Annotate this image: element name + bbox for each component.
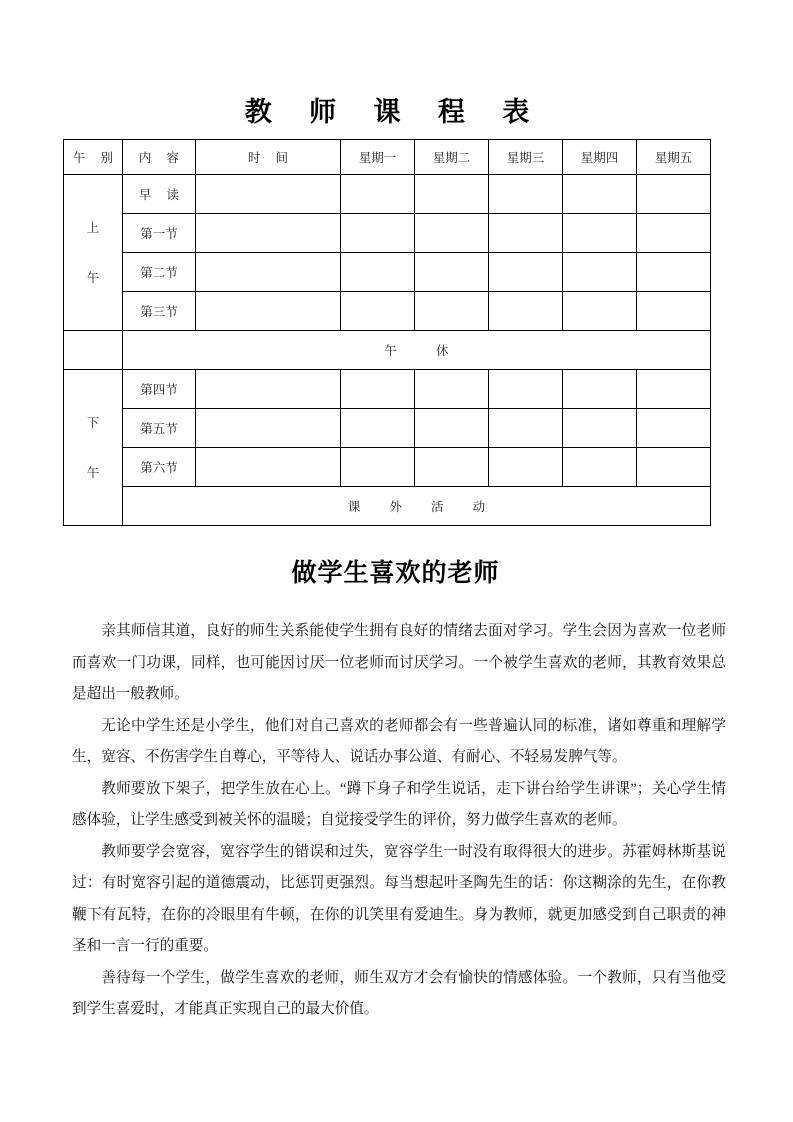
teacher-schedule-table xyxy=(63,139,711,526)
schedule-title: 教 师 课 程 表 xyxy=(244,97,544,128)
cell-day[interactable] xyxy=(563,448,637,487)
cell-day[interactable] xyxy=(637,175,711,214)
article-paragraph: 亲其师信其道，良好的师生关系能使学生拥有良好的情绪去面对学习。学生会因为喜欢一位老师而喜欢一门功课，同样，也可能因讨厌一位老师而讨厌学习。一个被学生喜欢的老师，其教育效果总是超出一般教师。 xyxy=(72,623,726,702)
article-body xyxy=(72,616,726,1026)
article-title: 做学生喜欢的老师 xyxy=(291,558,500,587)
article-paragraph: 善待每一个学生，做学生喜欢的老师，师生双方才会有愉快的情感体验。一个教师，只有当他受到学生喜爱时，才能真正实现自己的最大价值。 xyxy=(72,969,726,1017)
header-period-group: 午 别 xyxy=(64,140,123,175)
slot-label-period-1: 第一节 xyxy=(123,214,196,253)
group-label-afternoon-line2: 午 xyxy=(86,465,100,480)
cell-day[interactable] xyxy=(415,253,489,292)
cell-day[interactable] xyxy=(563,253,637,292)
cell-day[interactable] xyxy=(489,175,563,214)
cell-day[interactable] xyxy=(637,292,711,331)
cell-day[interactable] xyxy=(637,253,711,292)
cell-day[interactable] xyxy=(563,175,637,214)
table-row xyxy=(64,214,711,253)
header-content: 内 容 xyxy=(123,140,196,175)
cell-day[interactable] xyxy=(563,370,637,409)
table-row-lunch-break xyxy=(64,331,711,370)
cell-day[interactable] xyxy=(415,292,489,331)
table-row xyxy=(64,253,711,292)
slot-label-period-6: 第六节 xyxy=(123,448,196,487)
table-row xyxy=(64,409,711,448)
group-label-blank xyxy=(64,331,123,370)
cell-time[interactable] xyxy=(196,448,341,487)
cell-day[interactable] xyxy=(489,370,563,409)
table-row xyxy=(64,370,711,409)
group-label-morning-line2: 午 xyxy=(86,270,100,285)
table-row xyxy=(64,448,711,487)
cell-day[interactable] xyxy=(489,292,563,331)
cell-time[interactable] xyxy=(196,370,341,409)
cell-time[interactable] xyxy=(196,292,341,331)
cell-time[interactable] xyxy=(196,409,341,448)
group-label-morning-line1: 上 xyxy=(86,220,100,235)
cell-day[interactable] xyxy=(341,292,415,331)
table-row-extracurricular xyxy=(64,487,711,526)
cell-time[interactable] xyxy=(196,175,341,214)
article-paragraph: 教师要学会宽容，宽容学生的错误和过失，宽容学生一时没有取得很大的进步。苏霍姆林斯基说过：有时宽容引起的道德震动，比惩罚更强烈。每当想起叶圣陶先生的话：你这糊涂的先生，在你教鞭下有瓦特，在你的冷眼里有牛顿，在你的讥笑里有爱迪生。身为教师，就更加感受到自己职责的神圣和一言一行的重要。 xyxy=(72,843,726,954)
cell-day[interactable] xyxy=(415,448,489,487)
group-label-morning xyxy=(64,175,123,331)
cell-day[interactable] xyxy=(341,175,415,214)
cell-day[interactable] xyxy=(341,448,415,487)
slot-label-period-5: 第五节 xyxy=(123,409,196,448)
cell-day[interactable] xyxy=(415,175,489,214)
cell-day[interactable] xyxy=(637,409,711,448)
slot-label-morning-reading: 早 读 xyxy=(123,175,196,214)
table-row xyxy=(64,175,711,214)
table-header-row xyxy=(64,140,711,175)
cell-day[interactable] xyxy=(637,370,711,409)
extracurricular-label: 课 外 活 动 xyxy=(123,487,711,526)
slot-label-period-4: 第四节 xyxy=(123,370,196,409)
cell-day[interactable] xyxy=(489,214,563,253)
cell-day[interactable] xyxy=(489,448,563,487)
cell-day[interactable] xyxy=(415,214,489,253)
cell-day[interactable] xyxy=(489,409,563,448)
header-day-monday: 星期一 xyxy=(341,140,415,175)
cell-day[interactable] xyxy=(563,292,637,331)
cell-time[interactable] xyxy=(196,253,341,292)
header-day-friday: 星期五 xyxy=(637,140,711,175)
table-row xyxy=(64,292,711,331)
slot-label-period-2: 第二节 xyxy=(123,253,196,292)
cell-day[interactable] xyxy=(341,370,415,409)
cell-day[interactable] xyxy=(637,214,711,253)
article-paragraph: 无论中学生还是小学生，他们对自己喜欢的老师都会有一些普遍认同的标准，诸如尊重和理解学生，宽容、不伤害学生自尊心，平等待人、说话办事公道、有耐心、不轻易发脾气等。 xyxy=(72,717,726,765)
cell-day[interactable] xyxy=(341,409,415,448)
cell-day[interactable] xyxy=(489,253,563,292)
group-label-afternoon xyxy=(64,370,123,526)
header-day-wednesday: 星期三 xyxy=(489,140,563,175)
header-day-thursday: 星期四 xyxy=(563,140,637,175)
group-label-afternoon-line1: 下 xyxy=(86,415,100,430)
lunch-break-label: 午 休 xyxy=(123,331,711,370)
cell-day[interactable] xyxy=(341,253,415,292)
header-day-tuesday: 星期二 xyxy=(415,140,489,175)
cell-day[interactable] xyxy=(415,370,489,409)
cell-day[interactable] xyxy=(563,214,637,253)
cell-day[interactable] xyxy=(563,409,637,448)
slot-label-period-3: 第三节 xyxy=(123,292,196,331)
header-time: 时 间 xyxy=(196,140,341,175)
cell-day[interactable] xyxy=(415,409,489,448)
cell-time[interactable] xyxy=(196,214,341,253)
article-paragraph: 教师要放下架子，把学生放在心上。“蹲下身子和学生说话，走下讲台给学生讲课”；关心学生情感体验，让学生感受到被关怀的温暖；自觉接受学生的评价，努力做学生喜欢的老师。 xyxy=(72,780,726,828)
cell-day[interactable] xyxy=(637,448,711,487)
cell-day[interactable] xyxy=(341,214,415,253)
